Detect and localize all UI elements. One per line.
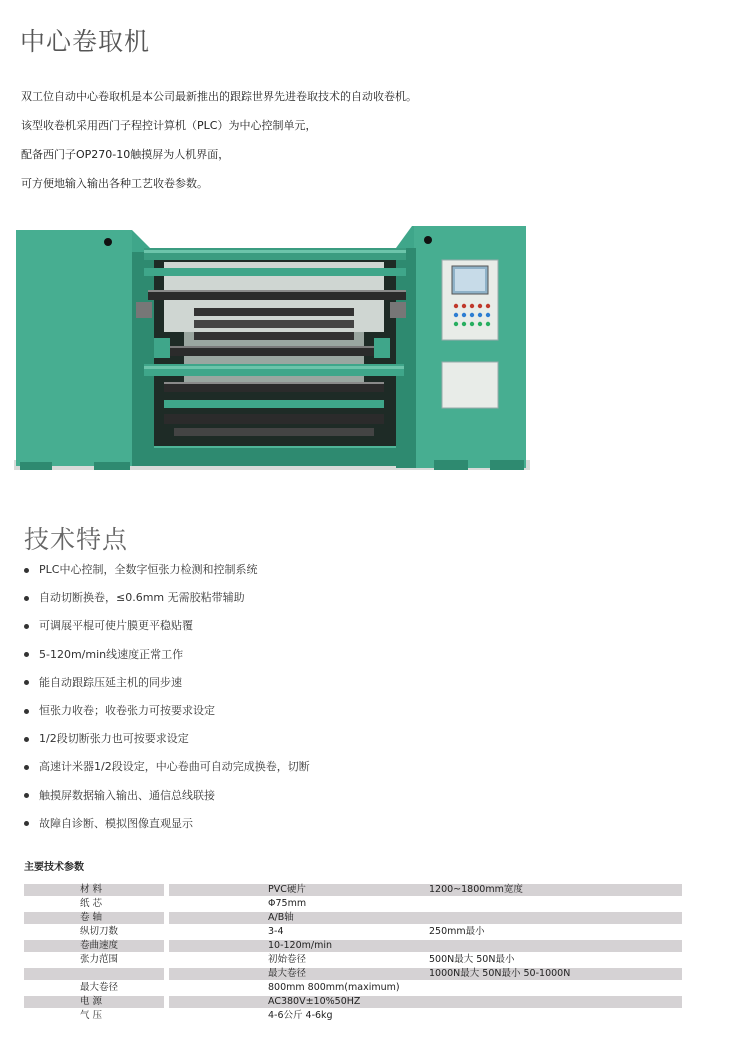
table-row (24, 911, 682, 925)
list-item (24, 810, 310, 838)
table-row (24, 939, 682, 953)
bullet-icon (24, 624, 29, 629)
spec-label: 材 料 (24, 884, 164, 896)
list-item (24, 612, 310, 640)
list-item (24, 669, 310, 697)
feature-text: PLC中心控制，全数字恒张力检测和控制系统 (39, 563, 258, 577)
intro-line: 配备西门子OP270-10触摸屏为人机界面， (21, 148, 230, 161)
spec-label: 最大卷径 (80, 982, 119, 993)
feature-text: 高速计米器1/2段设定，中心卷曲可自动完成换卷，切断 (39, 760, 310, 774)
spec-value-cell (169, 1010, 682, 1022)
bullet-icon (24, 596, 29, 601)
spec-value-cell (169, 884, 682, 896)
spec-value-cell (169, 940, 682, 952)
list-item (24, 725, 310, 753)
spec-value: AC380V±10%50HZ (268, 996, 361, 1007)
features-title: 技术特点 (24, 525, 129, 554)
list-item (24, 782, 310, 810)
bullet-icon (24, 737, 29, 742)
table-row (24, 981, 682, 995)
intro-text (21, 88, 417, 204)
table-row (24, 925, 682, 939)
spec-table (24, 883, 682, 1023)
spec-value: 800mm 800mm(maximum) (268, 982, 400, 993)
spec-value: PVC硬片 (268, 884, 306, 895)
spec-value: 4-6公斤 4-6kg (268, 1010, 333, 1021)
table-row (24, 883, 682, 897)
feature-text: 能自动跟踪压延主机的同步速 (39, 675, 182, 689)
spec-value: A/B轴 (268, 912, 294, 923)
spec-label: 气 压 (80, 1010, 103, 1021)
list-item (24, 556, 310, 584)
spec-value-cell (169, 912, 682, 924)
spec-value-cell (169, 968, 682, 980)
list-item (24, 697, 310, 725)
table-row (24, 967, 682, 981)
bullet-icon (24, 793, 29, 798)
machine-photo (14, 222, 530, 474)
bullet-icon (24, 821, 29, 826)
table-row (24, 897, 682, 911)
spec-value: 10-120m/min (268, 940, 333, 951)
spec-label: 电 源 (24, 996, 164, 1008)
bullet-icon (24, 765, 29, 770)
spec-value-extra: 250mm最小 (429, 926, 485, 937)
feature-text: 自动切断换卷，≤0.6mm 无需胶粘带辅助 (39, 591, 245, 605)
feature-text: 故障自诊断、模拟图像直观显示 (39, 816, 193, 830)
list-item (24, 753, 310, 781)
bullet-icon (24, 680, 29, 685)
feature-text: 1/2段切断张力也可按要求设定 (39, 732, 189, 746)
spec-label (24, 968, 164, 980)
table-row (24, 953, 682, 967)
page-title: 中心卷取机 (20, 27, 151, 56)
bullet-icon (24, 568, 29, 573)
spec-label: 纵切刀数 (80, 926, 119, 937)
spec-value: 最大卷径 (268, 968, 307, 979)
list-item (24, 641, 310, 669)
spec-value: 3-4 (268, 926, 284, 937)
bullet-icon (24, 652, 29, 657)
spec-label: 卷 轴 (24, 912, 164, 924)
list-item (24, 584, 310, 612)
intro-line: 可方便地输入输出各种工艺收卷参数。 (21, 177, 208, 190)
table-row (24, 995, 682, 1009)
feature-text: 恒张力收卷；收卷张力可按要求设定 (39, 704, 215, 718)
spec-value: Φ75mm (268, 898, 307, 909)
spec-value-cell (169, 926, 682, 938)
feature-text: 触摸屏数据输入输出、通信总线联接 (39, 788, 215, 802)
intro-line: 双工位自动中心卷取机是本公司最新推出的跟踪世界先进卷取技术的自动收卷机。 (21, 90, 417, 103)
spec-label: 纸 芯 (80, 898, 103, 909)
spec-value-extra: 1200~1800mm宽度 (429, 884, 523, 895)
table-row (24, 1009, 682, 1023)
bullet-icon (24, 709, 29, 714)
spec-value-cell (169, 982, 682, 994)
spec-value-cell (169, 898, 682, 910)
spec-value: 初始卷径 (268, 954, 307, 965)
spec-value-extra: 1000N最大 50N最小 50-1000N (429, 968, 571, 979)
intro-line: 该型收卷机采用西门子程控计算机（PLC）为中心控制单元， (21, 119, 317, 132)
feature-text: 5-120m/min线速度正常工作 (39, 647, 184, 661)
feature-text: 可调展平棍可使片膜更平稳贴覆 (39, 619, 193, 633)
spec-value-extra: 500N最大 50N最小 (429, 954, 515, 965)
spec-title: 主要技术参数 (24, 862, 84, 873)
features-list (24, 556, 310, 838)
spec-value-cell (169, 996, 682, 1008)
spec-label: 卷曲速度 (24, 940, 164, 952)
spec-label: 张力范围 (80, 954, 119, 965)
spec-value-cell (169, 954, 682, 966)
